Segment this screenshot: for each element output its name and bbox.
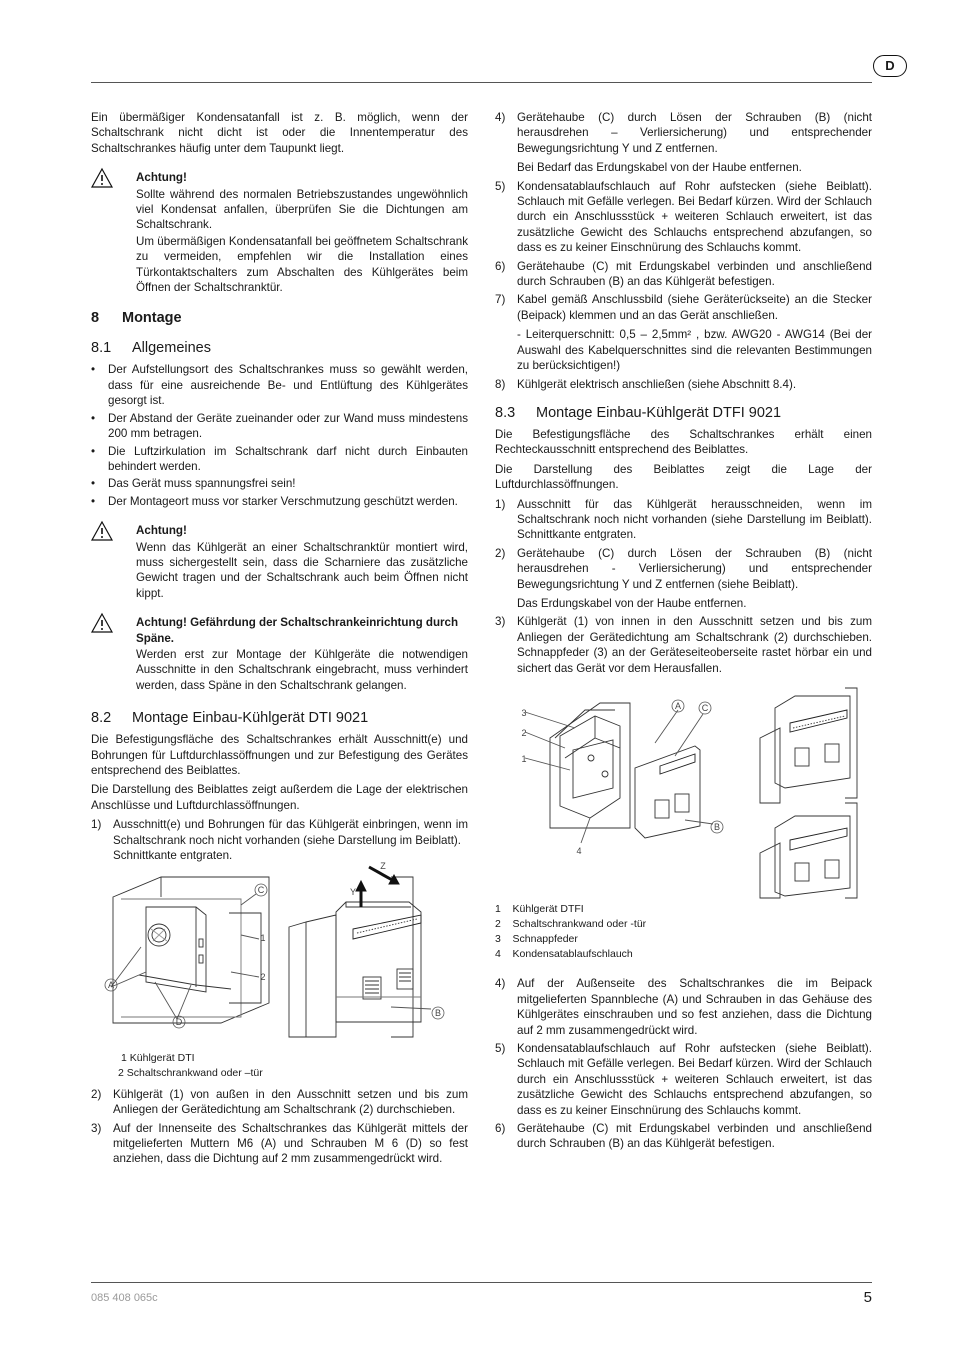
figure-label: B bbox=[434, 1008, 442, 1019]
body-paragraph: Die Darstellung des Beiblattes zeigt außerdem die Lage der elektrischen Anschlüsse und Luftdurchlassöffnungen. bbox=[91, 783, 468, 812]
list-item: 3) Kühlgerät (1) von innen in den Ausschnitt setzen und bis zum Anliegen der Gerätedichtung am Schaltschrank (2) durchschieben. Schnappfeder (3) an der Geräteseiteoberseite rastet hörbar ein und sichert das Gerät vor dem Herausfallen. bbox=[495, 615, 872, 675]
figure-caption: 3 Schnappfeder bbox=[495, 933, 578, 946]
list-item: 2) Gerätehaube (C) durch Lösen der Schrauben (B) (nicht herausdrehen - Verliersicherung) und entsprechender Bewegungsrichtung Y und Z entfernen (siehe Beiblatt). Das Erdungskabel von der Haube entfernen. bbox=[495, 546, 872, 610]
body-paragraph: Die Befestigungsfläche des Schaltschrankes erhält Ausschnitt(e) und Bohrungen für Luftdurchlassöffnungen und zur Befestigung des Gerätes entsprechend des Beiblattes. bbox=[91, 733, 468, 777]
language-badge: D bbox=[873, 55, 907, 77]
steps-list bbox=[495, 497, 872, 676]
figure-caption: 1 Kühlgerät DTFI bbox=[495, 903, 584, 916]
figure-label: 2 bbox=[260, 972, 266, 983]
warning-title: Achtung! bbox=[136, 524, 187, 538]
list-item: 5) Kondensatablaufschlauch auf Rohr aufstecken (siehe Beiblatt). Schlauch mit Gefälle verlegen. Bei Bedarf kürzen. Wird der Schlauch durch ein Anschlussstück + weiteren Schlauch erweitert, ist das zusätzliche Gewicht des Schlauchs entsprechend abzufangen, so dass es zu keiner Einschnürung des Schlauchs kommt. bbox=[495, 1042, 872, 1117]
right-column bbox=[495, 110, 872, 1155]
intro-paragraph: Ein übermäßiger Kondensatanfall ist z. B. möglich, wenn der Schaltschrank nicht dicht ist oder die Innentemperatur des Schaltschrankes häufig unter dem Taupunkt liegt. bbox=[91, 111, 468, 155]
figure-label: Z bbox=[380, 861, 386, 872]
figure-label: Y bbox=[349, 887, 357, 898]
list-item: • Das Gerät muss spannungsfrei sein! bbox=[91, 476, 468, 491]
header-rule bbox=[91, 82, 872, 83]
left-column bbox=[91, 110, 468, 1170]
dtfi-illustration bbox=[495, 688, 872, 898]
warning-text: Wenn das Kühlgerät an einer Schaltschranktür montiert wird, muss sichergestellt sein, dass die Scharniere das zusätzliche Gewicht tragen und der Schaltschrank auch beim Öffnen nicht kippt. bbox=[136, 540, 468, 600]
list-item: 1) Ausschnitt für das Kühlgerät herausschneiden, wenn im Schaltschrank noch nicht vorhanden (siehe Darstellung im Beiblatt). Schnittkante entgraten. bbox=[495, 497, 872, 542]
warning-icon bbox=[91, 613, 113, 633]
list-item: 3) Auf der Innenseite des Schaltschrankes das Kühlgerät mittels der mitgelieferten Muttern M6 (A) und Schrauben M 6 (D) so fest anziehen, dass die Dichtung auf 2 mm zusammengedrückt wird. bbox=[91, 1121, 468, 1166]
warning-text: Sollte während des normalen Betriebszustandes ungewöhnlich viel Kondensat anfallen, überprüfen Sie die Dichtungen am Schaltschrank. bbox=[136, 187, 468, 232]
figure-caption: 4 Kondensatablaufschlauch bbox=[495, 948, 633, 961]
page-number: 5 bbox=[863, 1289, 872, 1306]
bullet-list bbox=[91, 362, 468, 509]
figure-label: D bbox=[175, 1017, 183, 1028]
list-item: • Der Montageort muss vor starker Verschmutzung geschützt werden. bbox=[91, 494, 468, 509]
body-paragraph: Die Befestigungsfläche des Schaltschrankes erhält einen Rechteckausschnitt entsprechend des Beiblattes. bbox=[495, 427, 872, 457]
warning-title: Achtung! Gefährdung der Schaltschrankeinrichtung durch Späne. bbox=[136, 616, 459, 645]
list-item: 5) Kondensatablaufschlauch auf Rohr aufstecken (siehe Beiblatt). Schlauch mit Gefälle verlegen. Bei Bedarf kürzen. Wird der Schlauch durch ein Anschlussstück + weiteren Schlauch erweitert, ist das zusätzliche Gewicht des Schlauchs entsprechend abzufangen, so dass es zu keiner Einschnürung des Schlauchs kommt. bbox=[495, 179, 872, 255]
steps-list bbox=[495, 110, 872, 392]
warning-icon bbox=[91, 168, 113, 188]
figure-label: 2 bbox=[521, 728, 527, 738]
dti-illustration bbox=[91, 861, 468, 1042]
list-item: 8) Kühlgerät elektrisch anschließen (siehe Abschnitt 8.4). bbox=[495, 377, 797, 391]
list-item: • Der Abstand der Geräte zueinander oder zur Wand muss mindestens 200 mm betragen. bbox=[91, 411, 468, 442]
figure-label: 1 bbox=[521, 754, 527, 764]
steps-list bbox=[91, 1087, 468, 1167]
steps-list bbox=[495, 976, 872, 1151]
list-item: 6) Gerätehaube (C) mit Erdungskabel verbinden und anschließend durch Schrauben (B) an das Kühlgerät befestigen. bbox=[495, 259, 872, 289]
body-paragraph: Die Darstellung des Beiblattes zeigt die Lage der Luftdurchlassöffnungen. bbox=[495, 462, 872, 492]
figure-label: 4 bbox=[576, 846, 582, 856]
steps-list bbox=[91, 817, 468, 863]
warning-block-1 bbox=[91, 170, 468, 295]
list-item: • Der Aufstellungsort des Schaltschrankes muss so gewählt werden, dass für eine ausreichende Be- und Entlüftung des Kühlgerätes gesorgt ist. bbox=[91, 362, 468, 408]
list-item: • Die Luftzirkulation im Schaltschrank darf nicht durch Einbauten behindert werden. bbox=[91, 444, 468, 475]
figure-label: C bbox=[701, 703, 709, 713]
footer-rule bbox=[91, 1282, 872, 1283]
section-heading-8-1: 8.1 Allgemeines bbox=[91, 340, 211, 357]
section-heading-8-2: 8.2 Montage Einbau-Kühlgerät DTI 9021 bbox=[91, 710, 369, 727]
list-item: 4) Gerätehaube (C) durch Lösen der Schrauben (B) (nicht herausdrehen – Verliersicherung) und entsprechender Bewegungsrichtung Y und Z entfernen. Bei Bedarf das Erdungskabel von der Haube entfernen. bbox=[495, 111, 872, 175]
figure-dtfi bbox=[495, 688, 872, 902]
figure-caption: 1 Kühlgerät DTI bbox=[121, 1051, 195, 1064]
list-item: 6) Gerätehaube (C) mit Erdungskabel verbinden und anschließend durch Schrauben (B) an das Kühlgerät befestigen. bbox=[495, 1122, 872, 1151]
figure-label: 3 bbox=[521, 708, 527, 718]
figure-label: A bbox=[674, 701, 682, 711]
document-code: 085 408 065c bbox=[91, 1292, 158, 1304]
warning-block-2 bbox=[91, 523, 468, 601]
warning-icon bbox=[91, 521, 113, 541]
figure-caption-list bbox=[495, 902, 872, 962]
figure-label: C bbox=[257, 885, 265, 896]
figure-label: 1 bbox=[260, 933, 266, 944]
list-item: 4) Auf der Außenseite des Schaltschrankes die im Beipack mitgelieferten Spannbleche (A) und Schrauben in das Gehäuse des Kühlgerätes einschrauben und so fest anziehen, dass die Dichtung auf 2 mm zusammengedrückt wird. bbox=[495, 977, 872, 1037]
figure-label: B bbox=[713, 822, 721, 832]
figure-caption: 2 Schaltschrankwand oder -tür bbox=[495, 918, 647, 931]
warning-text: Um übermäßigen Kondensatanfall bei geöffnetem Schaltschrank zu vermeiden, empfehlen wir die Installation eines Türkontaktschalters zum Abschalten des Kühlgerätes beim Öffnen der Schaltschranktür. bbox=[136, 234, 468, 295]
list-item: 2) Kühlgerät (1) von außen in den Ausschnitt setzen und bis zum Anliegen der Gerätedichtung am Schaltschrank (2) durchschieben. bbox=[91, 1087, 468, 1117]
figure-label: A bbox=[107, 980, 115, 991]
warning-block-3 bbox=[91, 615, 468, 693]
list-item: 1) Ausschnitt(e) und Bohrungen für das Kühlgerät einbringen, wenn im Schaltschrank noch nicht vorhanden (siehe Darstellung im Beiblatt). Schnittkante entgraten. bbox=[91, 818, 468, 863]
figure-dti bbox=[91, 861, 468, 1046]
figure-caption: 2 Schaltschrankwand oder –tür bbox=[118, 1066, 263, 1079]
warning-text: Werden erst zur Montage der Kühlgeräte die notwendigen Ausschnitte in den Schaltschrank eingebracht, muss verhindert werden, dass Späne in den Schaltschrank gelangen. bbox=[136, 647, 468, 692]
warning-title: Achtung! bbox=[136, 171, 187, 185]
list-item: 7) Kabel gemäß Anschlussbild (siehe Geräterückseite) an die Stecker (Beipack) klemmen und an das Gerät anschließen. - Leiterquerschnitt: 0,5 – 2,5mm² , bzw. AWG20 - AWG14 (Bei der Auswahl des Kabelquerschnittes sind die relevanten Bestimmungen zu berücksichtigen!) bbox=[495, 293, 872, 373]
section-heading-8: 8 Montage bbox=[91, 310, 182, 327]
section-heading-8-3: 8.3 Montage Einbau-Kühlgerät DTFI 9021 bbox=[495, 404, 782, 421]
